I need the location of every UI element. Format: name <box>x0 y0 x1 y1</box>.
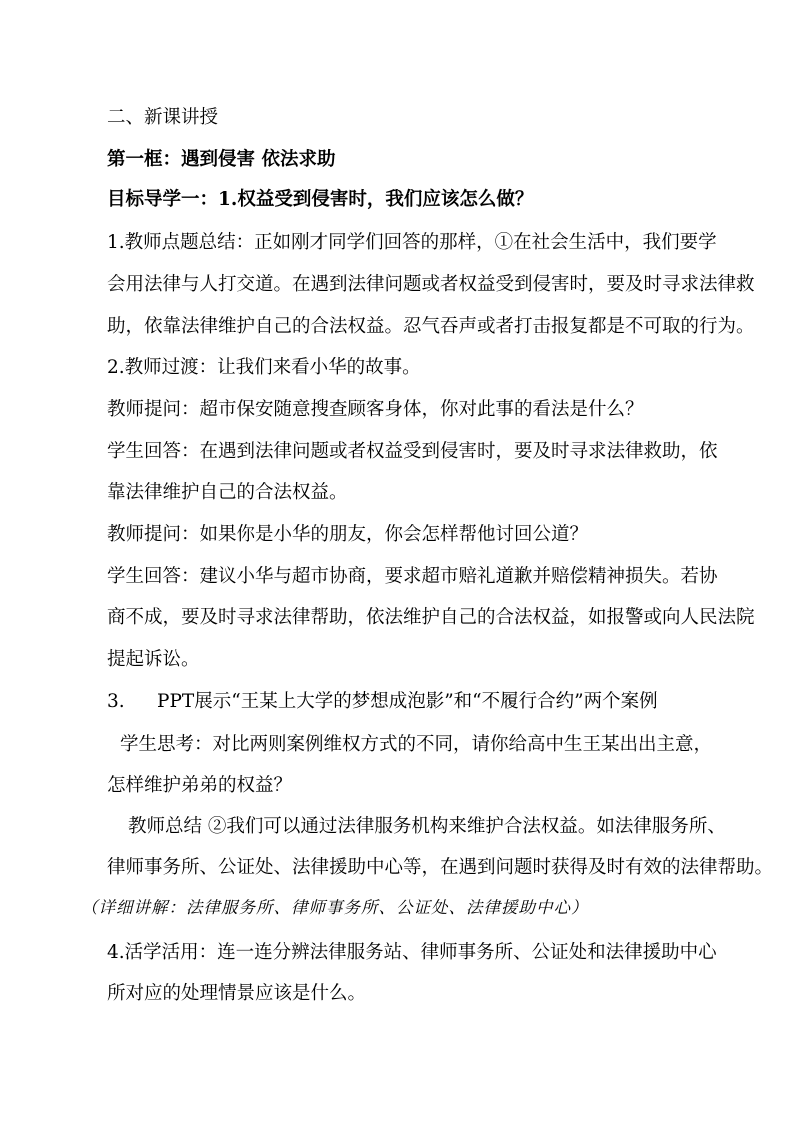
teacher-question-2: 教师提问：如果你是小华的朋友，你会怎样帮他讨回公道？ <box>107 524 589 545</box>
student-answer-2-line-3: 提起诉讼。 <box>107 649 200 670</box>
teacher-summary-line-1: 1.教师点题总结：正如刚才同学们回答的那样，①在社会生活中，我们要学 <box>107 232 717 253</box>
practice-line-1: 4.活学活用：连一连分辨法律服务站、律师事务所、公证处和法律援助中心 <box>107 942 717 963</box>
item-3-number: 3. <box>107 691 125 712</box>
section-heading: 二、新课讲授 <box>107 107 219 128</box>
teacher-question-1: 教师提问：超市保安随意搜查顾客身体，你对此事的看法是什么？ <box>107 399 644 420</box>
teacher-summary-line-2: 会用法律与人打交道。在遇到法律问题或者权益受到侵害时，要及时寻求法律救 <box>107 274 755 295</box>
teacher-summary-line-3: 助，依靠法律维护自己的合法权益。忍气吞声或者打击报复都是不可取的行为。 <box>107 316 755 337</box>
item-3-text: PPT展示“王某上大学的梦想成泡影”和“不履行合约”两个案例 <box>157 691 658 712</box>
student-answer-1-line-1: 学生回答：在遇到法律问题或者权益受到侵害时，要及时寻求法律救助，依 <box>107 441 718 462</box>
teacher-conclusion-line-2: 律师事务所、公证处、法律援助中心等，在遇到问题时获得及时有效的法律帮助。 <box>107 857 774 878</box>
objective-heading: 目标导学一：1.权益受到侵害时，我们应该怎么做？ <box>107 189 534 210</box>
student-answer-2-line-1: 学生回答：建议小华与超市协商，要求超市赔礼道歉并赔偿精神损失。若协 <box>107 566 718 587</box>
student-answer-1-line-2: 靠法律维护自己的合法权益。 <box>107 482 348 503</box>
lesson-title: 第一框：遇到侵害 依法求助 <box>107 149 336 170</box>
student-think-line-1: 学生思考：对比两则案例维权方式的不同，请你给高中生王某出出主意， <box>120 734 713 755</box>
detail-note: （详细讲解：法律服务所、律师事务所、公证处、法律援助中心） <box>81 898 589 917</box>
practice-line-2: 所对应的处理情景应该是什么。 <box>107 983 367 1004</box>
teacher-conclusion-line-1: 教师总结 ②我们可以通过法律服务机构来维护合法权益。如法律服务所、 <box>128 816 726 837</box>
student-answer-2-line-2: 商不成，要及时寻求法律帮助，依法维护自己的合法权益，如报警或向人民法院 <box>107 607 755 628</box>
student-think-line-2: 怎样维护弟弟的权益？ <box>107 775 293 796</box>
teacher-transition: 2.教师过渡：让我们来看小华的故事。 <box>107 357 421 378</box>
